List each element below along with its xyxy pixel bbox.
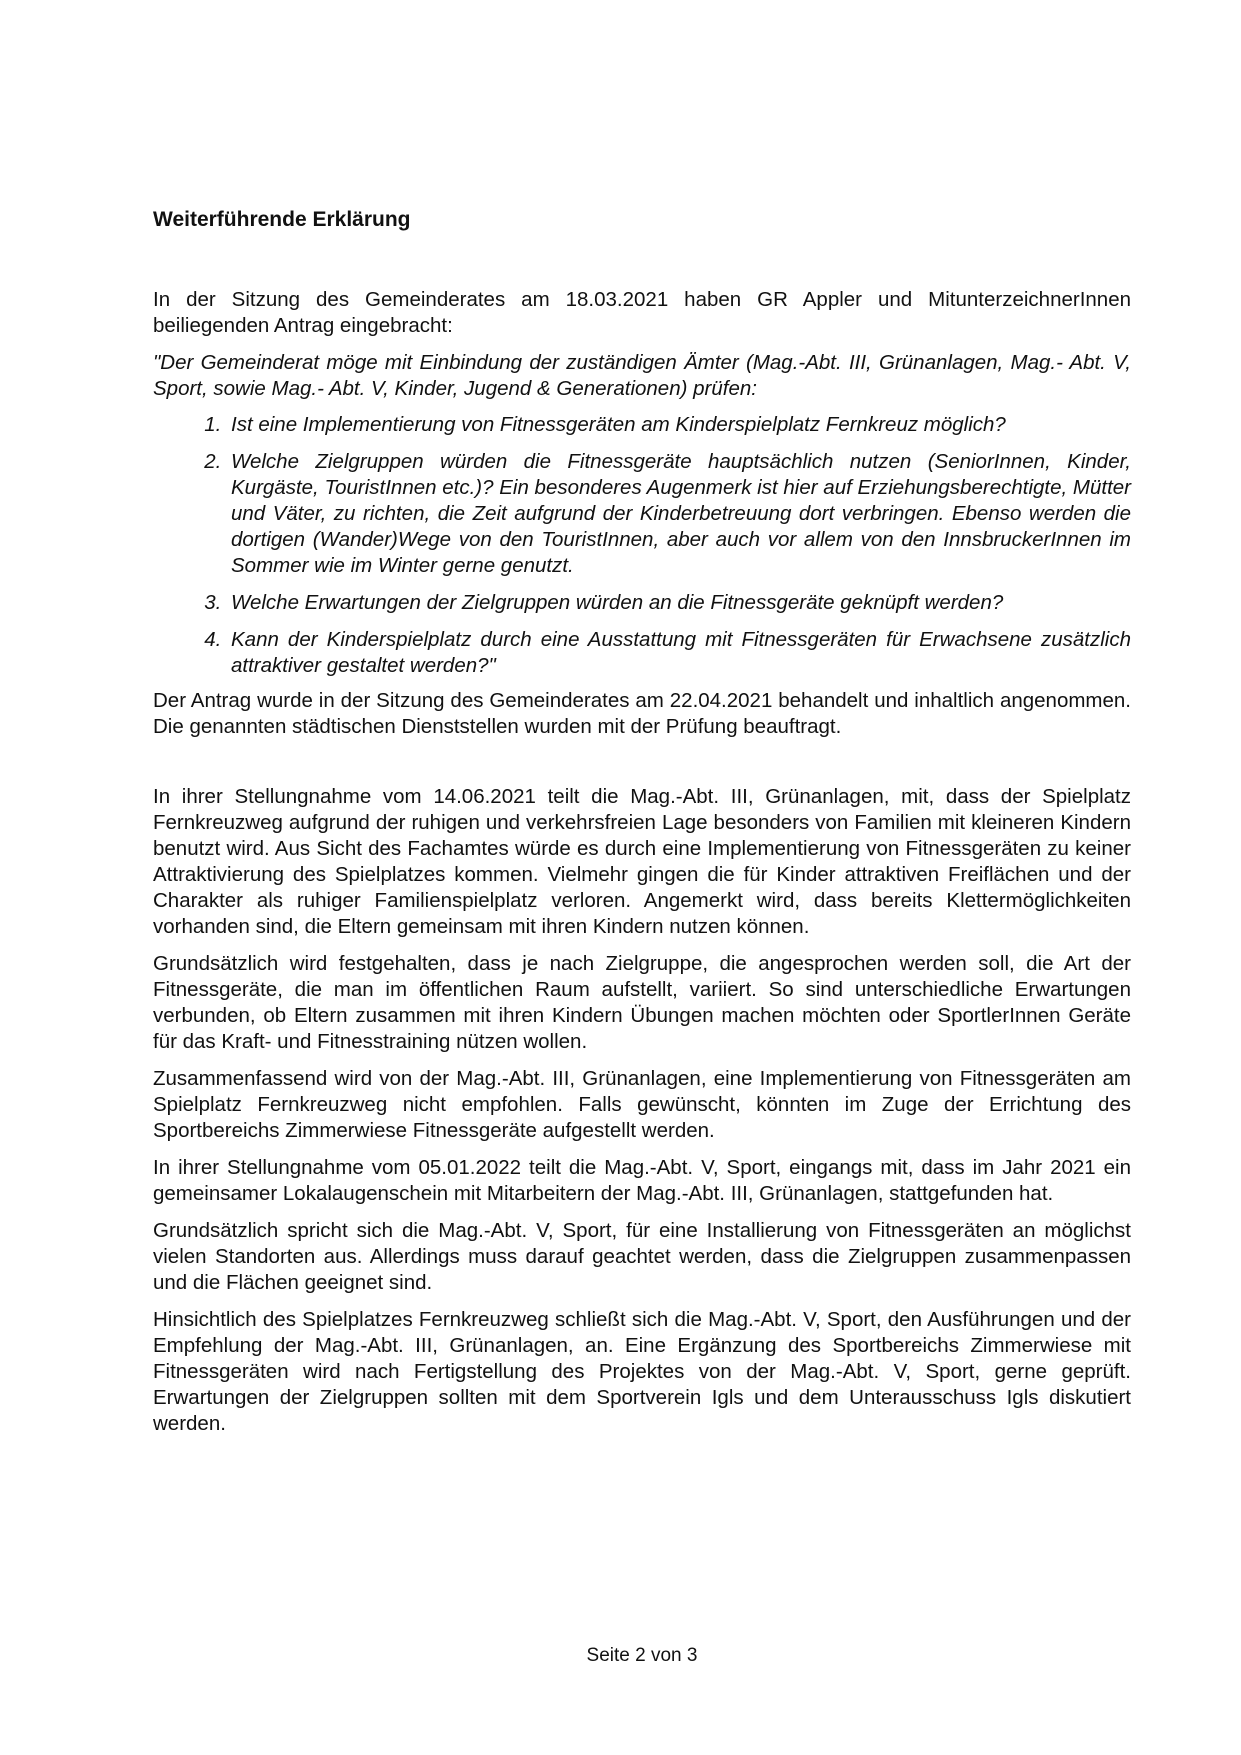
motion-question-2: 2. Welche Zielgruppen würden die Fitnessgeräte hauptsächlich nutzen (SeniorInnen, Kinder, Kurgäste, TouristInnen etc.)? Ein besonderes Augenmerk ist hier auf Erziehungsberechtigte, Mütter und Väter, zu richten, die Zeit aufgrund der Kinderbetreuung dort verbringen. Ebenso werden die dortigen (Wander)Wege von den TouristInnen, aber auch vor allem von den InnsbruckerInnen im Sommer wie im Winter gerne genutzt.: [227, 449, 1131, 579]
motion-question-4: 4. Kann der Kinderspielplatz durch eine Ausstattung mit Fitnessgeräten für Erwachsene zusätzlich attraktiver gestaltet werden?": [227, 627, 1131, 679]
decision-paragraph: Der Antrag wurde in der Sitzung des Gemeinderates am 22.04.2021 behandelt und inhaltlich angenommen. Die genannten städtischen Dienststellen wurden mit der Prüfung beauftragt.: [153, 689, 1131, 738]
summary-gruenanlagen-paragraph: Zusammenfassend wird von der Mag.-Abt. III, Grünanlagen, eine Implementierung von Fitnessgeräten am Spielplatz Fernkreuzweg nicht empfohlen. Falls gewünscht, könnten im Zuge der Errichtung des Sportbereichs Zimmerwiese Fitnessgeräte aufgestellt werden.: [153, 1067, 1131, 1142]
motion-question-1: 1. Ist eine Implementierung von Fitnessgeräten am Kinderspielplatz Fernkreuz möglich?: [227, 412, 1131, 438]
intro-paragraph: In der Sitzung des Gemeinderates am 18.03.2021 haben GR Appler und MitunterzeichnerInnen beiliegenden Antrag eingebracht:: [153, 288, 1131, 337]
page-heading: Weiterführende Erklärung: [153, 208, 411, 231]
page-number-footer: Seite 2 von 3: [586, 1645, 698, 1666]
motion-quote-intro: "Der Gemeinderat möge mit Einbindung der zuständigen Ämter (Mag.-Abt. III, Grünanlagen, Mag.- Abt. V, Sport, sowie Mag.- Abt. V, Kinder, Jugend & Generationen) prüfen:: [153, 351, 1131, 400]
statement-gruenanlagen-paragraph: In ihrer Stellungnahme vom 14.06.2021 teilt die Mag.-Abt. III, Grünanlagen, mit, dass der Spielplatz Fernkreuzweg aufgrund der ruhigen und verkehrsfreien Lage besonders von Familien mit kleineren Kindern benutzt wird. Aus Sicht des Fachamtes würde es durch eine Implementierung von Fitnessgeräten zu keiner Attraktivierung des Spielplatzes kommen. Vielmehr gingen die für Kinder attraktiven Freiflächen und der Charakter als ruhiger Familienspielplatz verloren. Angemerkt wird, dass bereits Klettermöglichkeiten vorhanden sind, die Eltern gemeinsam mit ihren Kindern nutzen können.: [153, 785, 1131, 938]
motion-question-3: 3. Welche Erwartungen der Zielgruppen würden an die Fitnessgeräte geknüpft werden?: [227, 590, 1131, 616]
document-page: [153, 0, 1131, 1755]
statement-sport-paragraph: In ihrer Stellungnahme vom 05.01.2022 teilt die Mag.-Abt. V, Sport, eingangs mit, dass im Jahr 2021 ein gemeinsamer Lokalaugenschein mit Mitarbeitern der Mag.-Abt. III, Grünanlagen, stattgefunden hat.: [153, 1156, 1131, 1205]
conclusion-paragraph: Hinsichtlich des Spielplatzes Fernkreuzweg schließt sich die Mag.-Abt. V, Sport, den Ausführungen und der Empfehlung der Mag.-Abt. III, Grünanlagen, an. Eine Ergänzung des Sportbereichs Zimmerwiese mit Fitnessgeräten wird nach Fertigstellung des Projektes von der Mag.-Abt. V, Sport, gerne geprüft. Erwartungen der Zielgruppen sollten mit dem Sportverein Igls und dem Unterausschuss Igls diskutiert werden.: [153, 1308, 1131, 1435]
motion-question-list: [153, 412, 1131, 679]
general-findings-paragraph: Grundsätzlich wird festgehalten, dass je nach Zielgruppe, die angesprochen werden soll, die Art der Fitnessgeräte, die man im öffentlichen Raum aufstellt, variiert. So sind unterschiedliche Erwartungen verbunden, ob Eltern zusammen mit ihren Kindern Übungen machen möchten oder SportlerInnen Geräte für das Kraft- und Fitnesstraining nützen wollen.: [153, 952, 1131, 1053]
document-body: [153, 287, 1131, 1448]
sport-position-paragraph: Grundsätzlich spricht sich die Mag.-Abt. V, Sport, für eine Installierung von Fitnessgeräten an möglichst vielen Standorten aus. Allerdings muss darauf geachtet werden, dass die Zielgruppen zusammenpassen und die Flächen geeignet sind.: [153, 1219, 1131, 1294]
